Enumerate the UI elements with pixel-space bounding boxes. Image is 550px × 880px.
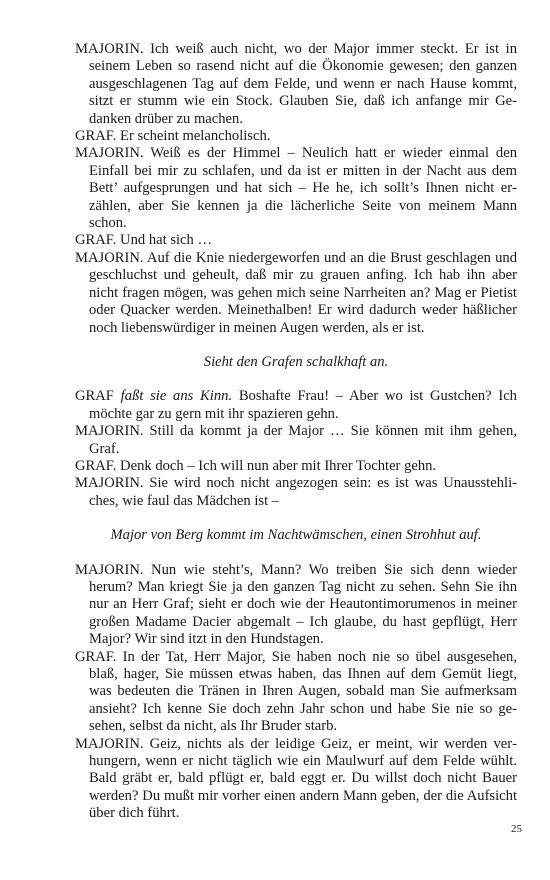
speech-majorin: MAJORIN. Ich weiß auch nicht, wo der Major immer steckt. Er ist in seinem Leben so rasend nicht auf die Ökonomie gewesen; den ganzen ausgeschlagenen Tag auf dem Felde, und wenn er nach Hause kommt, sitzt er stumm wie ein Stock. Glauben Sie, daß ich anfange mir Gedanken drüber zu machen. bbox=[75, 41, 517, 127]
speech-graf: GRAF. Denk doch – Ich will nun aber mit Ihrer Tochter gehn. bbox=[75, 457, 437, 474]
speech-graf: GRAF. Er scheint melancholisch. bbox=[75, 128, 271, 145]
stage-direction: Sieht den Grafen schalkhaft an. bbox=[203, 353, 389, 370]
speech-graf: GRAF. Und hat sich … bbox=[75, 232, 213, 249]
speech-majorin: MAJORIN. Still da kommt ja der Major … Sie können mit ihm gehen, Graf. bbox=[75, 423, 517, 457]
page-number: 25 bbox=[511, 823, 522, 835]
speech-majorin: MAJORIN. Geiz, nichts als der leidige Geiz, er meint, wir werden verhungern, wenn er nicht täglich wie ein Maulwurf auf dem Felde wühlt. Bald gräbt er, bald pflügt er, bald eggt er. Du willst doch nicht Bauer werden? Du mußt mir vorher einen andern Mann geben, der die Aufsicht über dich führt. bbox=[75, 735, 517, 822]
inline-stage-direction: faßt sie ans Kinn. bbox=[120, 388, 233, 405]
speech-majorin: MAJORIN. Nun wie steht’s, Mann? Wo treiben Sie sich denn wieder herum? Man kriegt Sie ja den ganzen Tag nicht zu sehen. Sehn Sie ihn nur an Herr Graf; sieht er doch wie der Heautontimorumenos in meiner großen Madame Dacier abgemalt – Ich glaube, du hast gepflügt, Herr Major? Wir sind itzt in den Hundstagen. bbox=[75, 561, 517, 648]
stage-direction: Major von Berg kommt im Nachtwämschen, einen Strohhut auf. bbox=[110, 527, 482, 544]
speech-majorin: MAJORIN. Auf die Knie niedergeworfen und an die Brust geschlagen und geschluchst und geheult, daß mir zu grauen anfing. Ich hab ihn aber nicht fragen mögen, was gehen mich seine Narrheiten an? Mag er Pietist oder Quacker werden. Meinethalben! Er wird dadurch weder häßlicher noch liebenswürdiger in meinen Augen werden, als er ist. bbox=[75, 249, 517, 336]
speech-text: Boshafte Frau! – Aber wo ist Gustchen? Ich möchte gar zu gern mit ihr spazieren gehn. bbox=[89, 388, 517, 422]
speech-majorin: MAJORIN. Sie wird noch nicht angezogen sein: es ist was Unausstehliches, wie faul das Mädchen ist – bbox=[75, 475, 517, 509]
speech-majorin: MAJORIN. Weiß es der Himmel – Neulich hatt er wieder einmal den Einfall bei mir zu schlafen, und da ist er mitten in der Nacht aus dem Bett’ aufgesprungen und hat sich – He he, ich sollt’s Ihnen nicht erzählen, aber Sie kennen ja die lächerliche Seite von meinem Mann schon. bbox=[75, 145, 517, 232]
speech-graf-with-stage-note bbox=[75, 388, 517, 423]
speaker-name: GRAF bbox=[75, 388, 114, 405]
book-page bbox=[75, 41, 517, 823]
speech-graf: GRAF. In der Tat, Herr Major, Sie haben noch nie so übel ausgesehen, blaß, hager, Sie müssen etwas haben, das Ihnen auf dem Gemüt liegt, was bedeuten die Tränen in Ihren Augen, sobald man Sie aufmerksam ansieht? Ich kenne Sie doch zehn Jahr schon und habe Sie nie so gesehen, selbst da nicht, als Ihr Bruder starb. bbox=[75, 648, 517, 735]
